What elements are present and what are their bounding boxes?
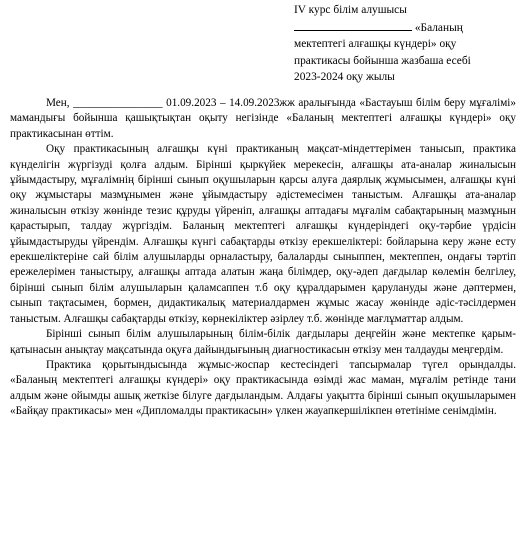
- paragraph-1: Мен, ________________ 01.09.2023 – 14.09.2023жж аралығында «Бастауыш білім беру мұғалімі» мамандығы бойынша қашықтықтан оқыту негізінде «Баланың мектептегі алғашқы күндері» оқу практикасынан өттім.: [10, 97, 516, 140]
- header-line-3: мектептегі алғашқы күндері» оқу: [294, 38, 457, 51]
- report-body: [10, 96, 516, 420]
- header-line-4: практикасы бойынша жазбаша есебі: [294, 54, 471, 67]
- report-header: [294, 2, 526, 85]
- name-blank-line: [294, 18, 412, 31]
- header-line-2: [294, 18, 526, 36]
- header-line-2-text: «Баланың: [412, 22, 463, 35]
- paragraph-2: Оқу практикасының алғашқы күні практиканың мақсат-міндеттерімен танысып, практика күнделігін жүргізуді қолға алдым. Бірінші қыркүйек мерекесін, алғашқы ата-аналар жиналысын ұйымдастыру, мұғалімнің бірінші сынып оқушыларын қарсы алуға даярлық жұмысымен, алғашқы күні оқу жұмыстары мазмұнымен және ұйымдастыру әдістемесімен таныстым. Алғашқы ата-аналар жиналысын өткізу жөнінде тезис құруды үйреніп, алғашқы аптадағы мұғалім сабақтарының мазмұнын қарастырып, талдау жүргіздім. Баланың мектептегі алғашқы күндеріндегі оқу-тәрбие үрдісін ұйымдастыруды үйрендім. Алғашқы күнгі сабақтарды өткізу ерекшеліктері: бойларына керу және есту ерекшеліктеріне сай білім алушыларды орналастыру, балаларды сыныппен, мектеппен, ондағы тәртіп ережелерімен таныстыру, алғашқы аптада алатын жаңа білімдер, оқу-әдеп дағдылар көлемін белгілеу, бірінші сынып білім алушыларын қаламсаппен т.б оқу құралдарымен қарулануды және дәптермен, сынып тақтасымен, бормен, дидактикалық материалдармен жұмыс жасау жөнінде әдіс-тәсілдермен таныстым. Алғашқы сабақтарды өткізу, көрнекіліктер әзірлеу т.б. жөнінде мағлұматтар алдым.: [10, 143, 516, 325]
- paragraph-4: Практика қорытындысында жұмыс-жоспар кестесіндегі тапсырмалар түгел орындалды. «Баланың мектептегі алғашқы күндері» оқу практикасында өзімді жас маман, мұғалім ретінде тани алдым және ойымды ашық жеткізе білуге дағдыландым. Алдағы уақытта бірінші сынып оқушыларымен «Байқау практикасы» мен «Дипломалды практикасын» үлкен жауапкершілікпен өтетініме сенімдімін.: [10, 358, 516, 418]
- paragraph-3: Бірінші сынып білім алушыларының білім-білік дағдылары деңгейін және мектепке қарым-қатынасын анықтау мақсатында оқуға дайындығының диагностикасын өткізу мен талдауды меңгердім.: [10, 328, 516, 356]
- header-line-1: IV курс білім алушысы: [294, 4, 407, 16]
- header-line-5: 2023-2024 оқу жылы: [294, 70, 395, 83]
